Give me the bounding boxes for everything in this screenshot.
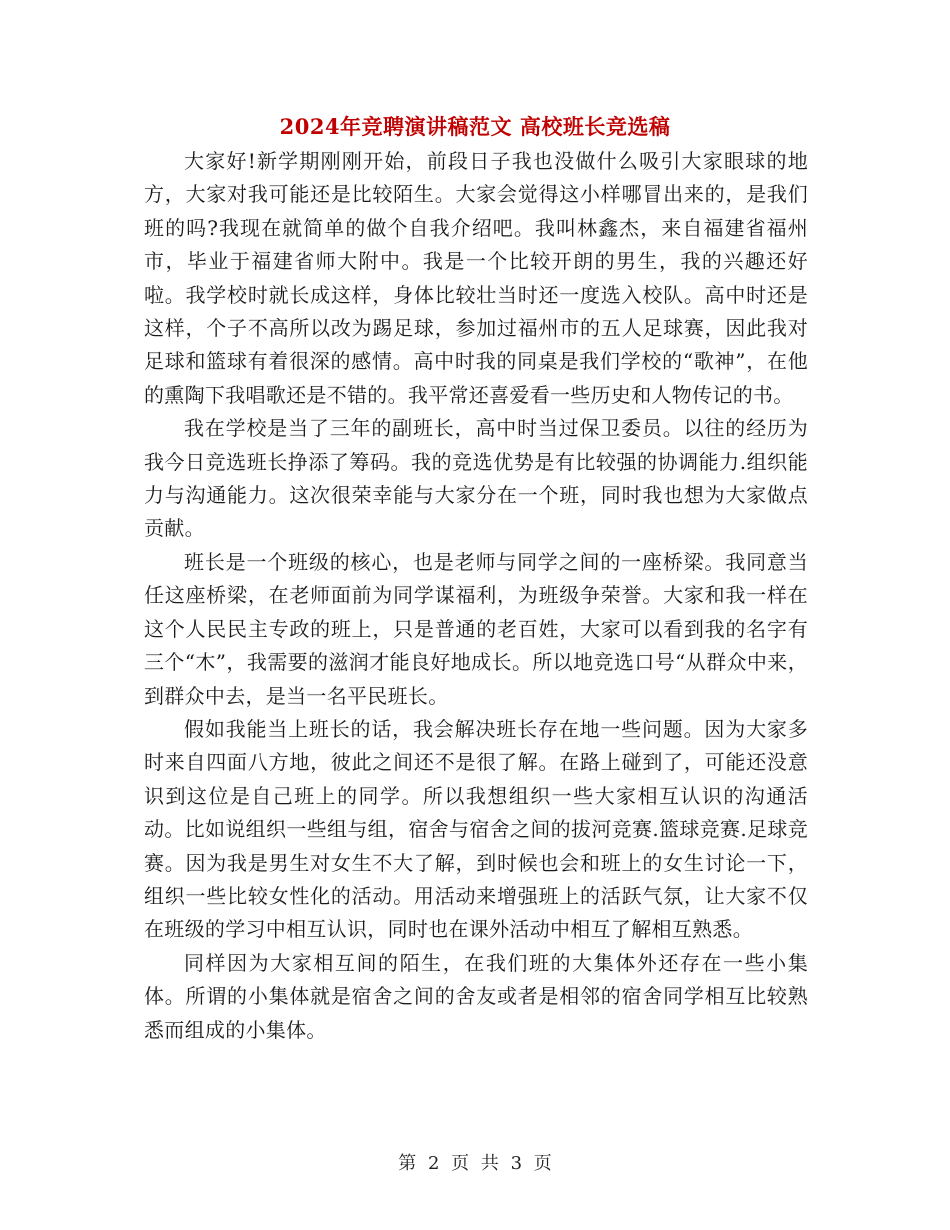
paragraph-5: 同样因为大家相互间的陌生，在我们班的大集体外还存在一些小集体。所谓的小集体就是宿舍之间的舍友或者是相邻的宿舍同学相互比较熟悉而组成的小集体。 (144, 950, 808, 1042)
paragraph-3: 班长是一个班级的核心，也是老师与同学之间的一座桥梁。我同意当任这座桥梁，在老师面前为同学谋福利，为班级争荣誉。大家和我一样在这个人民民主专政的班上，只是普通的老百姓，大家可以看到我的名字有三个“木”，我需要的滋润才能良好地成长。所以地竞选口号“从群众中来，到群众中去，是当一名平民班长。 (144, 549, 808, 708)
page-number-footer: 第 2 页 共 3 页 (398, 1153, 552, 1174)
paragraph-2: 我在学校是当了三年的副班长，高中时当过保卫委员。以往的经历为我今日竞选班长挣添了筹码。我的竞选优势是有比较强的协调能力.组织能力与沟通能力。这次很荣幸能与大家分在一个班，同时我也想为大家做点贡献。 (144, 416, 808, 541)
paragraph-1: 大家好!新学期刚刚开始，前段日子我也没做什么吸引大家眼球的地方，大家对我可能还是比较陌生。大家会觉得这小样哪冒出来的，是我们班的吗?我现在就简单的做个自我介绍吧。我叫林鑫杰，来自福建省福州市，毕业于福建省师大附中。我是一个比较开朗的男生，我的兴趣还好啦。我学校时就长成这样，身体比较壮当时还一度选入校队。高中时还是这样，个子不高所以改为踢足球，参加过福州市的五人足球赛，因此我对足球和篮球有着很深的感情。高中时我的同桌是我们学校的“歌神”，在他的熏陶下我唱歌还是不错的。我平常还喜爱看一些历史和人物传记的书。 (144, 149, 808, 407)
document-body (144, 145, 808, 1047)
paragraph-4: 假如我能当上班长的话，我会解决班长存在地一些问题。因为大家多时来自四面八方地，彼此之间还不是很了解。在路上碰到了，可能还没意识到这位是自己班上的同学。所以我想组织一些大家相互认识的沟通活动。比如说组织一些组与组，宿舍与宿舍之间的拔河竞赛.篮球竞赛.足球竞赛。因为我是男生对女生不大了解，到时候也会和班上的女生讨论一下，组织一些比较女性化的活动。用活动来增强班上的活跃气氛，让大家不仅在班级的学习中相互认识，同时也在课外活动中相互了解相互熟悉。 (144, 716, 808, 942)
document-title: 2024年竞聘演讲稿范文 高校班长竞选稿 (279, 114, 671, 139)
